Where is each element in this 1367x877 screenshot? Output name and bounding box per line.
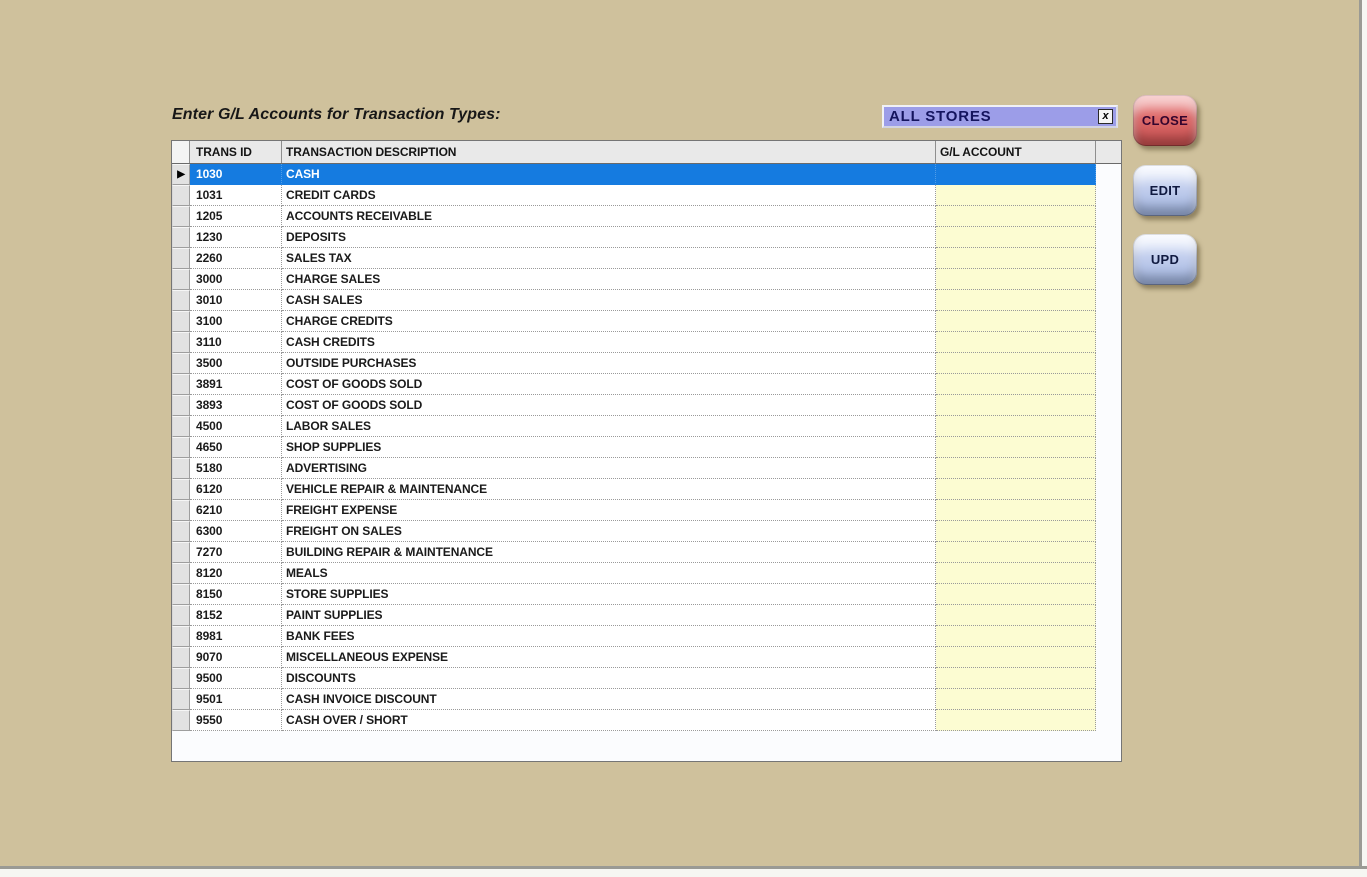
row-filler-cell (1096, 290, 1121, 311)
clear-store-icon[interactable]: x (1098, 109, 1113, 124)
trans-id-cell[interactable]: 9500 (190, 668, 282, 689)
description-cell[interactable]: CASH SALES (282, 290, 936, 311)
row-filler-cell (1096, 185, 1121, 206)
gl-account-cell[interactable] (936, 479, 1096, 500)
row-selector-header-cell (172, 141, 190, 163)
row-filler-cell (1096, 479, 1121, 500)
column-header-gl-account: G/L ACCOUNT (936, 141, 1096, 163)
gl-account-cell[interactable] (936, 626, 1096, 647)
table-row[interactable] (172, 437, 1121, 458)
row-selector-cell[interactable] (172, 332, 190, 353)
description-cell[interactable]: LABOR SALES (282, 416, 936, 437)
row-selector-cell[interactable] (172, 647, 190, 668)
description-cell[interactable]: MEALS (282, 563, 936, 584)
table-row[interactable] (172, 332, 1121, 353)
description-cell[interactable]: COST OF GOODS SOLD (282, 395, 936, 416)
gl-account-cell[interactable] (936, 542, 1096, 563)
trans-id-cell[interactable]: 3010 (190, 290, 282, 311)
row-filler-cell (1096, 395, 1121, 416)
trans-id-cell[interactable]: 3500 (190, 353, 282, 374)
trans-id-cell[interactable]: 3891 (190, 374, 282, 395)
row-filler-cell (1096, 710, 1121, 731)
row-selector-cell[interactable] (172, 605, 190, 626)
store-selector-value: ALL STORES (889, 108, 992, 125)
gl-account-cell[interactable] (936, 248, 1096, 269)
row-filler-cell (1096, 542, 1121, 563)
gl-account-cell[interactable] (936, 710, 1096, 731)
table-row[interactable] (172, 521, 1121, 542)
description-cell[interactable]: FREIGHT EXPENSE (282, 500, 936, 521)
description-cell[interactable]: COST OF GOODS SOLD (282, 374, 936, 395)
table-row[interactable] (172, 269, 1121, 290)
row-selector-cell[interactable] (172, 353, 190, 374)
row-filler-cell (1096, 437, 1121, 458)
table-row[interactable] (172, 689, 1121, 710)
row-selector-cell[interactable] (172, 710, 190, 731)
trans-id-cell[interactable]: 1030 (190, 164, 282, 185)
description-cell[interactable]: CASH CREDITS (282, 332, 936, 353)
gl-account-cell[interactable] (936, 668, 1096, 689)
description-cell[interactable]: MISCELLANEOUS EXPENSE (282, 647, 936, 668)
row-selector-cell[interactable] (172, 542, 190, 563)
transaction-grid (171, 140, 1122, 762)
row-filler-cell (1096, 311, 1121, 332)
column-header-filler (1096, 141, 1121, 163)
gl-account-cell[interactable] (936, 206, 1096, 227)
table-row[interactable] (172, 458, 1121, 479)
table-row[interactable] (172, 395, 1121, 416)
table-row[interactable] (172, 542, 1121, 563)
column-header-description: TRANSACTION DESCRIPTION (282, 141, 936, 163)
table-row[interactable] (172, 164, 1121, 185)
trans-id-cell[interactable]: 1230 (190, 227, 282, 248)
description-cell[interactable]: BUILDING REPAIR & MAINTENANCE (282, 542, 936, 563)
trans-id-cell[interactable]: 8150 (190, 584, 282, 605)
description-cell[interactable]: CASH OVER / SHORT (282, 710, 936, 731)
gl-account-cell[interactable] (936, 290, 1096, 311)
description-cell[interactable]: DISCOUNTS (282, 668, 936, 689)
trans-id-cell[interactable]: 3000 (190, 269, 282, 290)
row-filler-cell (1096, 668, 1121, 689)
page-title: Enter G/L Accounts for Transaction Types: (172, 106, 501, 123)
trans-id-cell[interactable]: 4500 (190, 416, 282, 437)
gl-account-cell[interactable] (936, 521, 1096, 542)
row-selector-cell[interactable] (172, 374, 190, 395)
gl-account-cell[interactable] (936, 416, 1096, 437)
trans-id-cell[interactable]: 6300 (190, 521, 282, 542)
row-filler-cell (1096, 626, 1121, 647)
row-selector-cell[interactable] (172, 248, 190, 269)
gl-account-cell[interactable] (936, 332, 1096, 353)
row-selector-cell[interactable] (172, 626, 190, 647)
row-selector-cell[interactable] (172, 206, 190, 227)
description-cell[interactable]: CHARGE SALES (282, 269, 936, 290)
description-cell[interactable]: STORE SUPPLIES (282, 584, 936, 605)
window-edge-right-outer (1362, 0, 1367, 877)
row-filler-cell (1096, 647, 1121, 668)
trans-id-cell[interactable]: 9550 (190, 710, 282, 731)
row-filler-cell (1096, 416, 1121, 437)
edit-button[interactable]: EDIT (1133, 165, 1197, 216)
gl-account-cell[interactable] (936, 689, 1096, 710)
gl-account-cell[interactable] (936, 185, 1096, 206)
table-row[interactable] (172, 479, 1121, 500)
row-selector-cell[interactable] (172, 416, 190, 437)
gl-account-cell[interactable] (936, 500, 1096, 521)
table-row[interactable] (172, 353, 1121, 374)
table-row[interactable] (172, 206, 1121, 227)
description-cell[interactable]: VEHICLE REPAIR & MAINTENANCE (282, 479, 936, 500)
row-filler-cell (1096, 605, 1121, 626)
row-filler-cell (1096, 584, 1121, 605)
trans-id-cell[interactable]: 1205 (190, 206, 282, 227)
trans-id-cell[interactable]: 3100 (190, 311, 282, 332)
table-row[interactable] (172, 605, 1121, 626)
row-filler-cell (1096, 269, 1121, 290)
row-filler-cell (1096, 227, 1121, 248)
gl-account-cell[interactable] (936, 164, 1096, 185)
gl-account-cell[interactable] (936, 563, 1096, 584)
row-selector-cell[interactable] (172, 689, 190, 710)
gl-account-cell[interactable] (936, 353, 1096, 374)
trans-id-cell[interactable]: 4650 (190, 437, 282, 458)
table-row[interactable] (172, 290, 1121, 311)
description-cell[interactable]: CREDIT CARDS (282, 185, 936, 206)
gl-account-cell[interactable] (936, 605, 1096, 626)
trans-id-cell[interactable]: 1031 (190, 185, 282, 206)
row-filler-cell (1096, 458, 1121, 479)
table-row[interactable] (172, 185, 1121, 206)
description-cell[interactable]: PAINT SUPPLIES (282, 605, 936, 626)
row-selector-cell[interactable] (172, 437, 190, 458)
description-cell[interactable]: DEPOSITS (282, 227, 936, 248)
trans-id-cell[interactable]: 7270 (190, 542, 282, 563)
row-filler-cell (1096, 521, 1121, 542)
trans-id-cell[interactable]: 8120 (190, 563, 282, 584)
row-filler-cell (1096, 563, 1121, 584)
trans-id-cell[interactable]: 6120 (190, 479, 282, 500)
trans-id-cell[interactable]: 9070 (190, 647, 282, 668)
description-cell[interactable]: FREIGHT ON SALES (282, 521, 936, 542)
gl-account-cell[interactable] (936, 584, 1096, 605)
table-row[interactable] (172, 248, 1121, 269)
row-filler-cell (1096, 374, 1121, 395)
table-row[interactable] (172, 500, 1121, 521)
row-filler-cell (1096, 206, 1121, 227)
table-row[interactable] (172, 710, 1121, 731)
table-row[interactable] (172, 374, 1121, 395)
row-filler-cell (1096, 248, 1121, 269)
trans-id-cell[interactable]: 9501 (190, 689, 282, 710)
close-button[interactable]: CLOSE (1133, 95, 1197, 146)
trans-id-cell[interactable]: 6210 (190, 500, 282, 521)
description-cell[interactable]: BANK FEES (282, 626, 936, 647)
row-selector-cell[interactable] (172, 458, 190, 479)
description-cell[interactable]: CHARGE CREDITS (282, 311, 936, 332)
row-selector-cell[interactable] (172, 311, 190, 332)
window-edge-bottom-outer (0, 869, 1367, 877)
row-selector-cell[interactable] (172, 227, 190, 248)
column-header-trans-id: TRANS ID (190, 141, 282, 163)
row-selector-cell[interactable] (172, 668, 190, 689)
description-cell[interactable]: CASH INVOICE DISCOUNT (282, 689, 936, 710)
upd-button[interactable]: UPD (1133, 234, 1197, 285)
trans-id-cell[interactable]: 2260 (190, 248, 282, 269)
grid-header-row (172, 141, 1121, 164)
row-filler-cell (1096, 689, 1121, 710)
row-selector-cell[interactable] (172, 500, 190, 521)
description-cell[interactable]: SALES TAX (282, 248, 936, 269)
description-cell[interactable]: ADVERTISING (282, 458, 936, 479)
gl-account-cell[interactable] (936, 227, 1096, 248)
description-cell[interactable]: SHOP SUPPLIES (282, 437, 936, 458)
row-filler-cell (1096, 164, 1121, 185)
gl-account-cell[interactable] (936, 311, 1096, 332)
table-row[interactable] (172, 626, 1121, 647)
row-selector-cell[interactable] (172, 395, 190, 416)
gl-account-cell[interactable] (936, 647, 1096, 668)
description-cell[interactable]: OUTSIDE PURCHASES (282, 353, 936, 374)
gl-account-cell[interactable] (936, 395, 1096, 416)
gl-account-cell[interactable] (936, 374, 1096, 395)
grid-rows (172, 164, 1121, 731)
row-selector-cell[interactable] (172, 479, 190, 500)
gl-account-cell[interactable] (936, 437, 1096, 458)
selected-row-pointer-icon: ▶ (177, 168, 185, 180)
trans-id-cell[interactable]: 5180 (190, 458, 282, 479)
description-cell[interactable]: CASH (282, 164, 936, 185)
table-row[interactable] (172, 227, 1121, 248)
store-selector[interactable] (882, 105, 1118, 128)
row-selector-cell[interactable] (172, 290, 190, 311)
row-filler-cell (1096, 332, 1121, 353)
gl-account-cell[interactable] (936, 458, 1096, 479)
table-row[interactable] (172, 563, 1121, 584)
row-filler-cell (1096, 353, 1121, 374)
table-row[interactable] (172, 416, 1121, 437)
trans-id-cell[interactable]: 3893 (190, 395, 282, 416)
row-filler-cell (1096, 500, 1121, 521)
table-row[interactable] (172, 647, 1121, 668)
trans-id-cell[interactable]: 8152 (190, 605, 282, 626)
row-selector-cell[interactable] (172, 164, 190, 185)
row-selector-cell[interactable] (172, 185, 190, 206)
table-row[interactable] (172, 311, 1121, 332)
table-row[interactable] (172, 668, 1121, 689)
row-selector-cell[interactable] (172, 563, 190, 584)
trans-id-cell[interactable]: 3110 (190, 332, 282, 353)
trans-id-cell[interactable]: 8981 (190, 626, 282, 647)
gl-account-cell[interactable] (936, 269, 1096, 290)
description-cell[interactable]: ACCOUNTS RECEIVABLE (282, 206, 936, 227)
row-selector-cell[interactable] (172, 584, 190, 605)
row-selector-cell[interactable] (172, 269, 190, 290)
table-row[interactable] (172, 584, 1121, 605)
row-selector-cell[interactable] (172, 521, 190, 542)
